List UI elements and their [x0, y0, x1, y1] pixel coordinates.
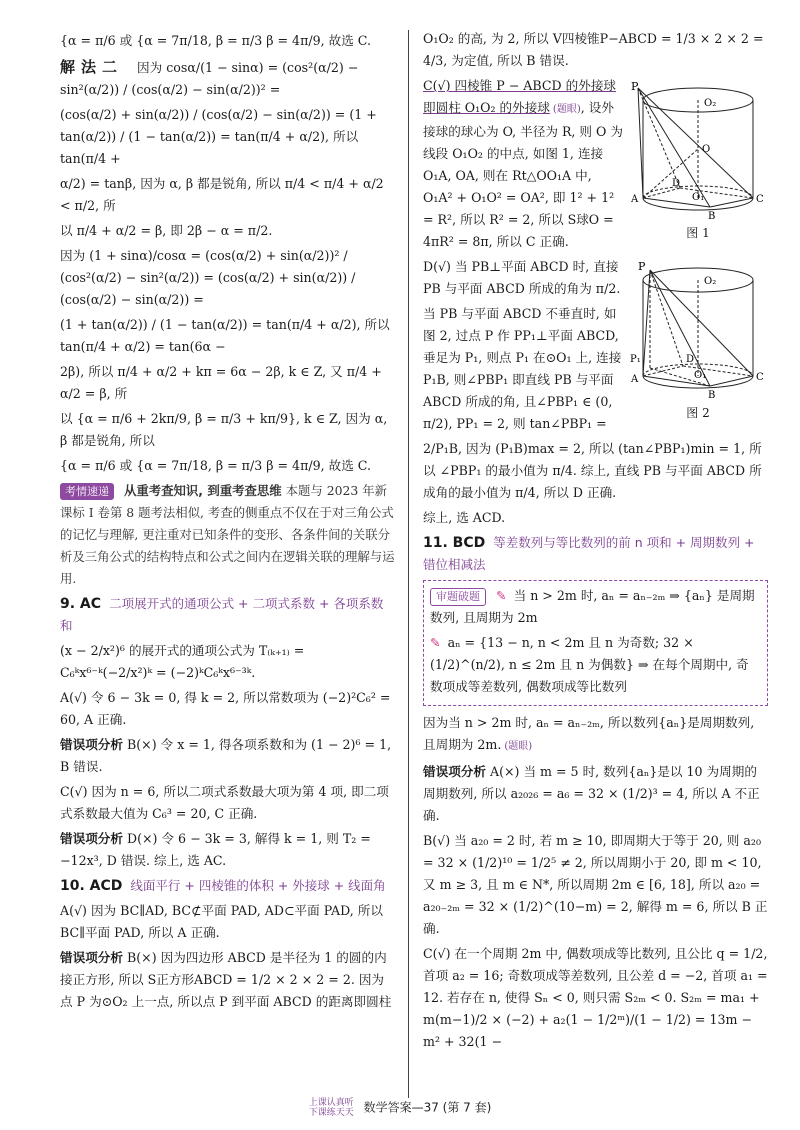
label-b: B [708, 390, 716, 400]
q10-option-b [60, 947, 395, 1013]
logo-line2: 下课练天天 [308, 1108, 354, 1118]
method2-line5: 因为 (1 + sinα)/cosα = (cos(α/2) + sin(α/2))² / (cos²(α/2) − sin²(α/2)) = (cos(α/2) + sin(α/2)) / (cos(α/2) − sin(α/2)) = [60, 248, 356, 307]
figure-1-caption: 图 1 [686, 226, 710, 240]
q10-option-a: A(√) 因为 BC∥AD, BC⊄平面 PAD, AD⊂平面 PAD, 所以 BC∥平面 PAD, 所以 A 正确. [60, 903, 383, 940]
right-line1: O₁O₂ 的高, 为 2, 所以 V四棱锥P−ABCD = 1/3 × 2 × 2 = 4/3, 为定值, 所以 B 错误. [423, 31, 764, 68]
column-divider [408, 30, 409, 1098]
q11-tags: 等差数列与等比数列的前 n 项和 + 周期数列 + 错位相减法 [423, 535, 755, 572]
method2-line1 [60, 56, 395, 101]
insight-text-2: aₙ = {13 − n, n < 2m 且 n 为奇数; 32 × (1/2)^(n/2), n ≤ 2m 且 n 为偶数} ⇒ 在每个周期中, 奇数项成等差数列, 偶数项成等比数列 [430, 635, 749, 694]
kaoqing-title: 从重考查知识, 到重考查思维 [123, 483, 282, 498]
q9-option-d [60, 828, 395, 872]
q10-c-text: , 设外接球的球心为 O, 半径为 R, 则 O 为线段 O₁O₂ 的中点, 如图 1, 连接 O₁A, OA, 则在 Rt△OO₁A 中, O₁A² + O₁O² = OA², 即 1² + 1² = R², 所以 R² = 2, 所以 S球O = 4πR² = 8π, 所以 C 正确. [423, 100, 623, 249]
q10-b-lead: 错误项分析 [60, 950, 123, 965]
q9-header [60, 593, 395, 637]
edge-dc [680, 188, 753, 198]
q11-header [423, 532, 768, 576]
q9-d-lead: 错误项分析 [60, 831, 123, 846]
label-a: A [631, 194, 639, 205]
q10-number: 10. ACD [60, 878, 123, 894]
method2-line8: 以 {α = π/6 + 2kπ/9, β = π/3 + kπ/9}, k ∈ Z, 因为 α, β 都是锐角, 所以 [60, 411, 388, 448]
label-p: P [631, 80, 639, 93]
edge-bc [710, 376, 753, 386]
label-d: D [686, 354, 695, 365]
q11-option-a [423, 761, 768, 827]
q9-option-b [60, 734, 395, 778]
edge-pc [650, 270, 753, 376]
method2-line3: α/2) = tanβ, 因为 α, β 都是锐角, 所以 π/4 < π/4 + α/2 < π/2, 所 [60, 176, 384, 213]
q9-b-text: B(×) 令 x = 1, 得各项系数和为 (1 − 2)⁶ = 1, B 错误. [60, 737, 392, 774]
q10-d-block [423, 256, 623, 435]
q11-option-b: B(√) 当 a₂₀ = 2 时, 若 m ≥ 10, 即周期大于等于 20, 则 a₂₀ = 32 × (1/2)¹⁰ = 1/2⁵ ≠ 2, 所以周期小于 20, 即 m < 10, 又 m ≥ 3, 且 m ∈ N*, 所以周期 2m ∈ [6, 18], 所以 a₂₀ = a₂₀₋₂ₘ = 32 × (1/2)^(10−m) = 2, 解得 m = 6, 所以 B 正确. [423, 833, 768, 936]
label-o1: O₁ [694, 370, 707, 381]
edge-pd [650, 270, 683, 366]
kaoqing-block [60, 480, 395, 590]
footer-text: 数学答案—37 (第 7 套) [363, 1100, 492, 1115]
q9-line1: (x − 2/x²)⁶ 的展开式的通项公式为 T₍ₖ₊₁₎ = C₆ᵏx⁶⁻ᵏ(−2/x²)ᵏ = (−2)ᵏC₆ᵏx⁶⁻³ᵏ. [60, 643, 305, 680]
q11-period-text: 因为当 n > 2m 时, aₙ = aₙ₋₂ₘ, 所以数列{aₙ}是周期数列, 且周期为 2m. [423, 715, 755, 752]
q9-option-c: C(√) 因为 n = 6, 所以二项式系数最大项为第 4 项, 即二项式系数最大值为 C₆³ = 20, C 正确. [60, 784, 389, 821]
q10-option-d-2: 当 PB 与平面 ABCD 不垂直时, 如图 2, 过点 P 作 PP₁⊥平面 ABCD, 垂足为 P₁, 则点 P₁ 在⊙O₁ 上, 连接 P₁B, 则∠PBP₁ 即直线 PB 与平面 ABCD 所成的角, 且∠PBP₁ ∈ (0, π/2), PP₁ = 2, 则 tan∠PBP₁ = [423, 306, 622, 431]
method2-line9: {α = π/6 或 {α = 7π/18, β = π/3 β = 4π/9, 故选 C. [60, 458, 371, 473]
method2-line2: (cos(α/2) + sin(α/2)) / (cos(α/2) − sin(α/2)) = (1 + tan(α/2)) / (1 − tan(α/2)) = tan(π/4 + α/2), 所以 tan(π/4 + [60, 107, 377, 166]
q9-number: 9. AC [60, 596, 102, 612]
method2-line6: (1 + tan(α/2)) / (1 − tan(α/2)) = tan(π/4 + α/2), 所以 tan(π/4 + α/2) = tan(6α − [60, 317, 390, 354]
left-column [60, 28, 395, 1016]
insight-badge: 审题破题 [430, 588, 486, 606]
insight-line2 [430, 632, 761, 698]
edge-pa [638, 88, 643, 198]
q10-option-d-3: 2/P₁B, 因为 (P₁B)max = 2, 所以 (tan∠PBP₁)min = 1, 所以 ∠PBP₁ 的最小值为 π/4. 综上, 直线 PB 与平面 ABCD 所成角的最小值为 π/4, 所以 D 正确. [423, 441, 762, 500]
top-system: {α = π/6 或 {α = 7π/18, β = π/3 β = 4π/9, 故选 C. [60, 33, 371, 48]
q10-c-key: C(√) 四棱锥 P − ABCD 的外接球即圆柱 O₁O₂ 的外接球 [423, 78, 617, 115]
label-d: D [672, 178, 681, 189]
q10-option-c [423, 75, 623, 253]
page-footer [0, 1098, 800, 1118]
pencil-icon: ✎ [430, 635, 441, 650]
label-o: O [702, 144, 711, 155]
label-b: B [708, 211, 716, 220]
label-c: C [756, 194, 764, 205]
q9-tags: 二项展开式的通项公式 + 二项式系数 + 各项系数和 [60, 596, 384, 633]
edge-pc [638, 88, 753, 198]
label-p: P [638, 260, 646, 273]
label-o1: O₁ [692, 192, 705, 203]
q10-conclusion: 综上, 选 ACD. [423, 510, 506, 525]
q9-option-a: A(√) 令 6 − 3k = 0, 得 k = 2, 所以常数项为 (−2)²C₆² = 60, A 正确. [60, 690, 391, 727]
edge-ad [643, 366, 683, 376]
q11-number: 11. BCD [423, 535, 486, 551]
edge-pb [650, 270, 710, 386]
figure-2 [628, 258, 768, 421]
q10-c-anno: (题眼) [552, 104, 581, 115]
method2-line4: 以 π/4 + α/2 = β, 即 2β − α = π/2. [60, 223, 273, 238]
q11-option-c: C(√) 在一个周期 2m 中, 偶数项成等比数列, 且公比 q = 1/2, 首项 a₂ = 16; 奇数项成等差数列, 且公差 d = −2, 首项 a₁ = 12. 若存在 n, 使得 Sₙ < 0, 则只需 S₂ₘ < 0. S₂ₘ = ma₁ + m(m−1)/2 × (−2) + a₂(1 − 1/2ᵐ)/(1 − 1/2) = 13m − m² + 32(1 − [423, 946, 768, 1049]
label-o2: O₂ [704, 276, 717, 287]
label-a: A [631, 374, 639, 385]
footer-logo [309, 1098, 354, 1118]
insight-line1 [430, 585, 761, 629]
q11-period [423, 712, 768, 758]
figure-1 [628, 80, 768, 241]
edge-pa [643, 270, 650, 376]
q9-d-text: D(×) 令 6 − 3k = 3, 解得 k = 1, 则 T₂ = −12x³, D 错误. 综上, 选 AC. [60, 831, 371, 868]
q10-tags: 线面平行 + 四棱锥的体积 + 外接球 + 线面角 [130, 878, 386, 893]
cylinder-figure-1 [628, 80, 768, 220]
edge-bc [710, 198, 753, 207]
insight-text-1: 当 n > 2m 时, aₙ = aₙ₋₂ₘ ⇒ {aₙ} 是周期数列, 且周期为 2m [430, 588, 755, 625]
kaoqing-text: 本题与 2023 年新课标 I 卷第 8 题考法相似, 考查的侧重点不仅在于对三角公式的记忆与理解, 更注重对已知条件的变形、各条件间的关联分析及三角公式的结构特点和公式之间内在逻辑关联的理解与运用. [60, 483, 395, 586]
q10-b-text: B(×) 因为四边形 ABCD 是半径为 1 的圆的内接正方形, 所以 S正方形ABCD = 1/2 × 2 × 2 = 2. 因为点 P 为⊙O₂ 上一点, 所以点 P 到平面 ABCD 的距离即圆柱 [60, 950, 392, 1009]
logo-line1: 上课认真听 [308, 1098, 354, 1108]
q9-b-lead: 错误项分析 [60, 737, 123, 752]
insight-box [423, 580, 768, 706]
q11-a-lead: 错误项分析 [423, 764, 486, 779]
q11-period-anno: (题眼) [504, 741, 533, 752]
kaoqing-badge: 考情速递 [60, 483, 114, 500]
pencil-icon: ✎ [496, 588, 507, 603]
label-c: C [756, 372, 764, 383]
q10-option-d-1: D(√) 当 PB⊥平面 ABCD 时, 直接 PB 与平面 ABCD 所成的角为 π/2. [423, 259, 621, 296]
method2-label: 解法二 [60, 58, 124, 76]
figure-2-caption: 图 2 [686, 406, 710, 420]
method2-line7: 2β), 所以 π/4 + α/2 + kπ = 6α − 2β, k ∈ Z, 又 π/4 + α/2 = β, 所 [60, 364, 382, 401]
q10-header [60, 875, 395, 897]
method2-text-1: 因为 cosα/(1 − sinα) = (cos²(α/2) − sin²(α/2)) / (cos(α/2) − sin(α/2))² = [60, 60, 359, 97]
label-o2: O₂ [704, 98, 717, 109]
edge-pd [638, 88, 680, 188]
q11-a-text: A(×) 当 m = 5 时, 数列{aₙ}是以 10 为周期的周期数列, 所以 a₂₀₂₆ = a₆ = 32 × (1/2)³ = 4, 所以 A 不正确. [423, 764, 760, 823]
q10-c-block [423, 75, 623, 253]
label-p1: P₁ [630, 354, 641, 365]
cylinder-figure-2 [628, 258, 768, 400]
